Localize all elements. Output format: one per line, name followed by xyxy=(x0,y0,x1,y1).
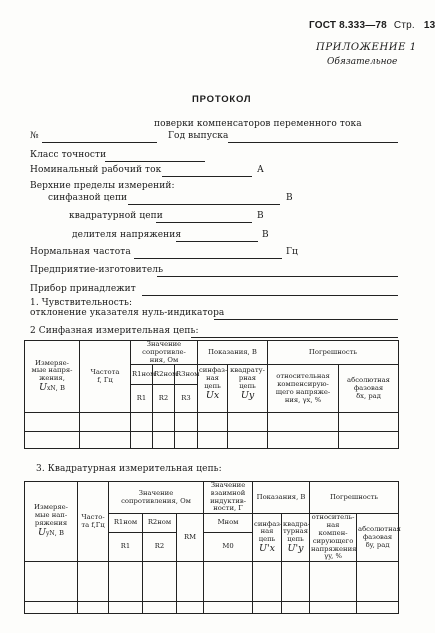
quadrature-table xyxy=(24,481,399,614)
t1-col-frequency: Частота f, Гц xyxy=(80,341,131,413)
t2-read-quadrature: квадра- турная цепь U'y xyxy=(282,514,310,562)
field-divider-line[interactable] xyxy=(176,241,258,242)
t1-read-quadrature: квадрату- рная цепь Uy xyxy=(228,365,268,413)
t2-read-inphase: синфаз- ная цепь U'x xyxy=(253,514,282,562)
appendix-label: ПРИЛОЖЕНИЕ 1 xyxy=(316,42,417,53)
t1-err-absolute: абсолютная фазовая δx, рад xyxy=(339,365,399,413)
section-2-title: 2 Синфазная измерительная цепь: xyxy=(30,326,199,336)
field-inphase-line[interactable] xyxy=(128,204,280,205)
field-accuracy-label: Класс точности xyxy=(30,150,107,160)
page-number: 13 xyxy=(423,20,435,31)
field-quadrature-line[interactable] xyxy=(156,222,252,223)
inphase-table xyxy=(24,340,399,449)
page-label: Стр. xyxy=(393,20,415,31)
t1-read-inphase: синфаз- ная цепь Ux xyxy=(198,365,228,413)
field-owner-line[interactable] xyxy=(142,295,398,296)
field-number-line[interactable] xyxy=(42,142,157,143)
field-divider-label: делителя напряжения xyxy=(72,230,182,240)
field-manufacturer-line[interactable] xyxy=(157,276,398,277)
field-frequency-line[interactable] xyxy=(134,258,282,259)
appendix-note: Обязательное xyxy=(327,57,398,67)
t1-col-error: Погрешность xyxy=(268,341,399,365)
section-1-text: отклонение указателя нуль-индикатора xyxy=(30,308,225,318)
t2-col-inductance: Значение взаимной индуктив- ности, Г xyxy=(204,482,253,514)
field-frequency-label: Нормальная частота xyxy=(30,247,131,257)
t2-col-resistance: Значение сопротивления, Ом xyxy=(109,482,204,514)
field-accuracy-line[interactable] xyxy=(105,161,205,162)
t1-err-relative: относительная компенсирую- щего напряже- ния, γx, % xyxy=(268,365,339,413)
t2-col-voltage: Измеряе- мые нап- ряжения UyN, В xyxy=(25,482,78,562)
t1-col-readings: Показания, В xyxy=(198,341,268,365)
t1-r3: R3 xyxy=(175,385,198,413)
page-title: ПРОТОКОЛ xyxy=(192,94,252,105)
t2-r1nom: R1ном xyxy=(109,514,143,533)
page-subtitle: поверки компенсаторов переменного тока xyxy=(154,119,362,129)
t2-mnom: Mном xyxy=(204,514,253,533)
t1-r1nom: R1ном xyxy=(131,365,153,385)
standard-header xyxy=(309,20,435,31)
section-2-line[interactable] xyxy=(191,337,398,338)
field-inphase-unit: В xyxy=(286,193,293,203)
t2-col-readings: Показания, В xyxy=(253,482,310,514)
t1-col-voltage: Измеряе- мые напря- жения, UxN, В xyxy=(25,341,80,413)
field-limits-label: Верхние пределы измерений: xyxy=(30,181,175,191)
field-current-unit: А xyxy=(257,165,264,175)
t1-r1: R1 xyxy=(131,385,153,413)
section-3-title: 3. Квадратурная измерительная цепь: xyxy=(36,464,222,474)
field-current-line[interactable] xyxy=(162,176,252,177)
field-inphase-label: синфазной цепи xyxy=(48,193,128,203)
t1-data-row[interactable] xyxy=(25,432,399,449)
field-frequency-unit: Гц xyxy=(286,247,298,257)
t2-col-error: Погрешность xyxy=(310,482,399,514)
section-1-title: 1. Чувствительность: xyxy=(30,298,133,308)
t1-r2nom: R2ном xyxy=(153,365,175,385)
standard-number: ГОСТ 8.333—78 xyxy=(309,20,387,31)
field-owner-label: Прибор принадлежит xyxy=(30,284,136,294)
field-quadrature-label: квадратурной цепи xyxy=(69,211,163,221)
t2-r2: R2 xyxy=(143,532,177,561)
t2-data-row[interactable] xyxy=(25,562,399,602)
t1-r3nom: R3ном xyxy=(175,365,198,385)
field-year-line[interactable] xyxy=(228,142,398,143)
t2-r2nom: R2ном xyxy=(143,514,177,533)
field-manufacturer-label: Предприятие-изготовитель xyxy=(30,265,164,275)
t1-col-resistance: Значение сопротивле- ния, Ом xyxy=(131,341,198,365)
t2-col-frequency: Часто- та f,Гц xyxy=(78,482,109,562)
field-current-label: Номинальный рабочий ток xyxy=(30,165,162,175)
field-quadrature-unit: В xyxy=(257,211,264,221)
t1-data-row[interactable] xyxy=(25,413,399,432)
t1-r2: R2 xyxy=(153,385,175,413)
t2-err-absolute: абсолютная фазовая δy, рад xyxy=(357,514,399,562)
t2-data-row[interactable] xyxy=(25,602,399,614)
field-divider-unit: В xyxy=(262,230,269,240)
t2-rm: RM xyxy=(177,514,204,562)
section-1-line[interactable] xyxy=(214,319,398,320)
field-year-label: Год выпуска xyxy=(168,131,229,141)
t2-m0: M0 xyxy=(204,532,253,561)
t2-r1: R1 xyxy=(109,532,143,561)
field-number-label: № xyxy=(30,131,39,141)
t2-err-relative: относитель- ная компен- сирующего напряжения γy, % xyxy=(311,513,357,561)
